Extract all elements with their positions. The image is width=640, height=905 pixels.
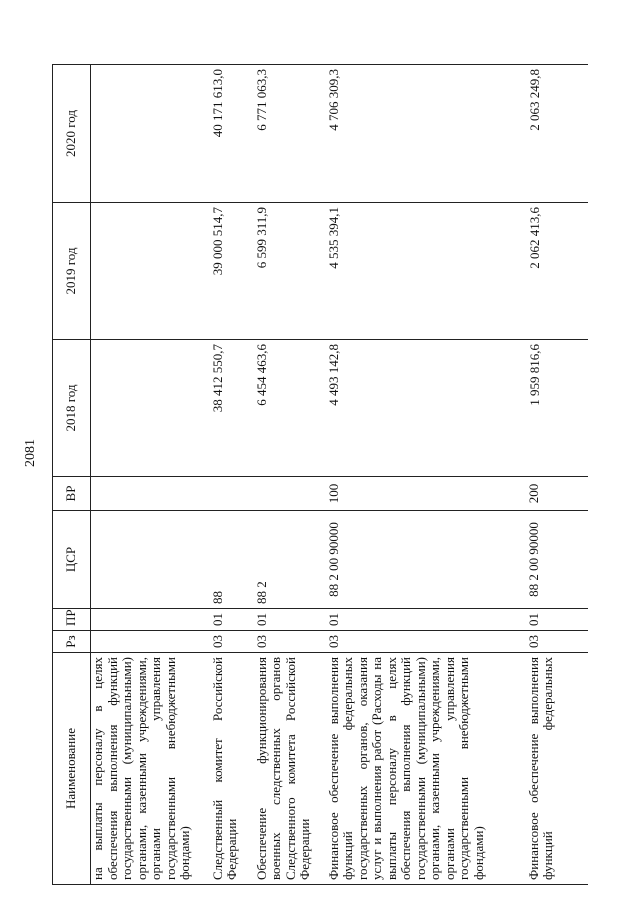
budget-table	[52, 64, 588, 885]
row-name: Следственный комитет Российской Федерации	[211, 653, 255, 885]
row-rz: 03	[327, 631, 527, 653]
table-row	[527, 65, 588, 885]
table-header	[53, 65, 91, 885]
budget-table-container	[52, 65, 587, 885]
header-vr: ВР	[53, 477, 91, 511]
row-vr: 200	[527, 477, 588, 511]
row-2020: 2 063 249,8	[527, 65, 588, 203]
row-2019: 39 000 514,7	[211, 203, 255, 340]
row-2020	[91, 65, 211, 203]
row-name: на выплаты персоналу в целях обеспечения выполнения функций государственными (муниципальными) органами, казенными учреждениями, органами управления государственными внебюджетными фондами)	[91, 653, 211, 885]
row-2018: 6 454 463,6	[255, 340, 327, 477]
row-rz: 03	[527, 631, 588, 653]
row-2018: 1 959 816,6	[527, 340, 588, 477]
row-pr: 01	[527, 609, 588, 631]
page-number: 2081	[23, 439, 38, 467]
row-2019: 4 535 394,1	[327, 203, 527, 340]
row-csr: 88 2	[255, 511, 327, 609]
header-rz: Рз	[53, 631, 91, 653]
row-pr: 01	[211, 609, 255, 631]
row-2019	[91, 203, 211, 340]
row-csr: 88	[211, 511, 255, 609]
row-vr	[211, 477, 255, 511]
row-pr: 01	[255, 609, 327, 631]
row-2020: 6 771 063,3	[255, 65, 327, 203]
row-name: Финансовое обеспечение выполнения функций федеральных	[527, 653, 588, 885]
row-name: Финансовое обеспечение выполнения функций федеральных государственных органов, оказания услуг и выполнения работ (Расходы на выплаты персоналу в целях обеспечения выполнения функций государственными (муниципальными) органами, казенными учреждениями, органами управления государственными внебюджетными фондами)	[327, 653, 527, 885]
row-2018: 4 493 142,8	[327, 340, 527, 477]
row-csr	[91, 511, 211, 609]
row-name: Обеспечение функционирования военных следственных органов Следственного комитета Российской Федерации	[255, 653, 327, 885]
header-pr: ПР	[53, 609, 91, 631]
row-2019: 6 599 311,9	[255, 203, 327, 340]
table-row	[327, 65, 527, 885]
header-2018: 2018 год	[53, 340, 91, 477]
row-vr	[91, 477, 211, 511]
row-2019: 2 062 413,6	[527, 203, 588, 340]
row-vr: 100	[327, 477, 527, 511]
row-rz: 03	[255, 631, 327, 653]
row-2020: 4 706 309,3	[327, 65, 527, 203]
row-vr	[255, 477, 327, 511]
header-2019: 2019 год	[53, 203, 91, 340]
table-row	[255, 65, 327, 885]
row-2018	[91, 340, 211, 477]
table-row	[211, 65, 255, 885]
header-name: Наименование	[53, 653, 91, 885]
row-csr: 88 2 00 90000	[327, 511, 527, 609]
header-csr: ЦСР	[53, 511, 91, 609]
row-pr: 01	[327, 609, 527, 631]
row-rz	[91, 631, 211, 653]
header-2020: 2020 год	[53, 65, 91, 203]
table-row	[91, 65, 211, 885]
row-rz: 03	[211, 631, 255, 653]
row-pr	[91, 609, 211, 631]
row-2020: 40 171 613,0	[211, 65, 255, 203]
row-csr: 88 2 00 90000	[527, 511, 588, 609]
row-2018: 38 412 550,7	[211, 340, 255, 477]
